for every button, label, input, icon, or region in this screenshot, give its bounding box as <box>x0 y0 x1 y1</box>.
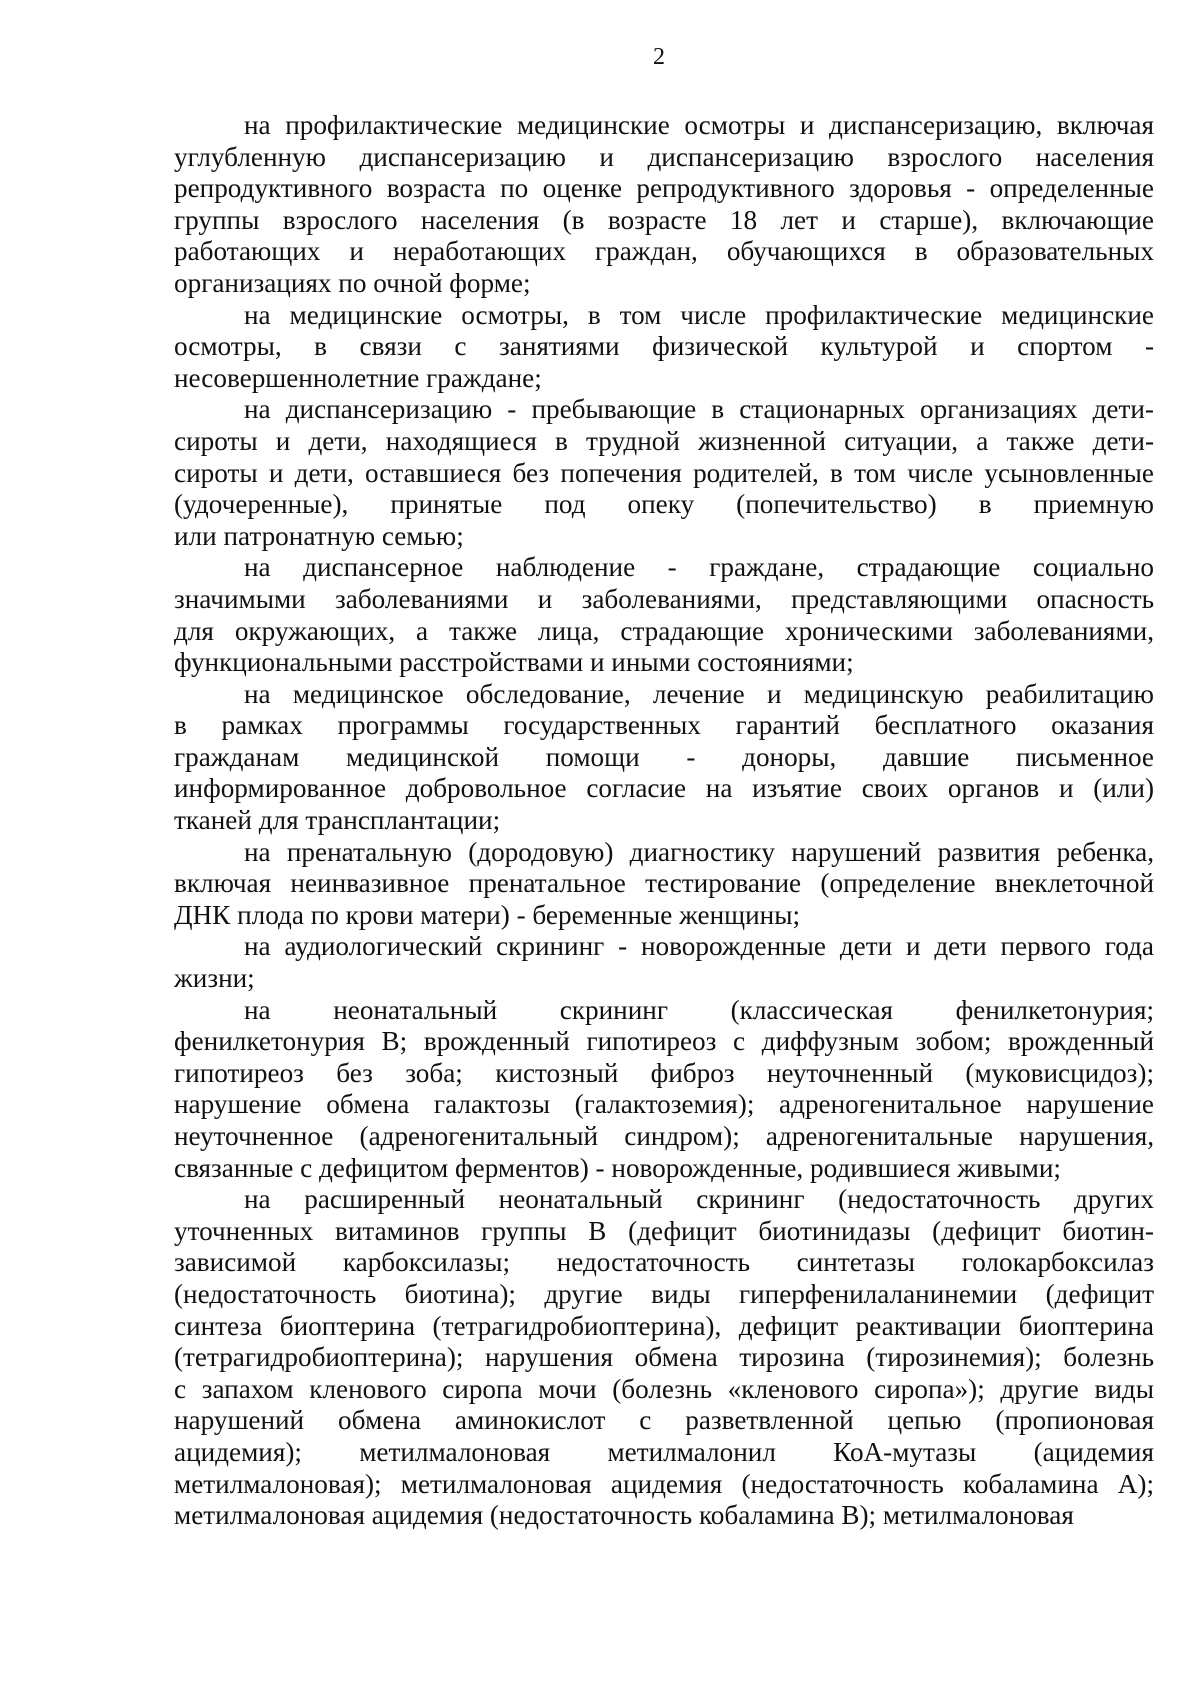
text-line: (удочеренные), принятые под опеку (попечительство) в приемную <box>174 489 1154 520</box>
text-line: фенилкетонурия В; врожденный гипотиреоз с диффузным зобом; врожденный <box>174 1026 1154 1057</box>
text-line: несовершеннолетние граждане; <box>174 362 542 393</box>
text-line: ДНК плода по крови матери) - беременные женщины; <box>174 899 801 930</box>
text-line: нарушений обмена аминокислот с разветвленной цепью (пропионовая <box>174 1405 1154 1436</box>
page-number: 2 <box>653 44 665 70</box>
text-line: организациях по очной форме; <box>174 267 531 298</box>
paragraph <box>174 837 1154 932</box>
text-line: гражданам медицинской помощи - доноры, давшие письменное <box>174 741 1154 772</box>
text-line: функциональными расстройствами и иными состояниями; <box>174 647 854 678</box>
text-line: ацидемия); метилмалоновая метилмалонил КоА-мутазы (ацидемия <box>174 1436 1154 1467</box>
text-line: зависимой карбоксилазы; недостаточность синтетазы голокарбоксилаз <box>174 1247 1154 1278</box>
text-line: тканей для трансплантации; <box>174 805 501 836</box>
text-line: или патронатную семью; <box>174 520 464 551</box>
paragraph <box>174 1184 1154 1532</box>
text-line: на медицинские осмотры, в том числе профилактические медицинские <box>244 299 1154 330</box>
text-line: на профилактические медицинские осмотры и диспансеризацию, включая <box>244 110 1154 140</box>
text-line: нарушение обмена галактозы (галактоземия); адреногенитальное нарушение <box>174 1089 1154 1120</box>
text-line: на диспансеризацию - пребывающие в стационарных организациях дети- <box>244 394 1154 425</box>
text-line: метилмалоновая); метилмалоновая ацидемия (недостаточность кобаламина А); <box>174 1468 1154 1499</box>
text-line: значимыми заболеваниями и заболеваниями, представляющими опасность <box>174 583 1154 614</box>
text-line: гипотиреоз без зоба; кистозный фиброз неуточненный (муковисцидоз); <box>174 1057 1154 1088</box>
text-line: информированное добровольное согласие на изъятие своих органов и (или) <box>174 773 1154 804</box>
text-line: метилмалоновая ацидемия (недостаточность кобаламина В); метилмалоновая <box>174 1500 1074 1531</box>
text-line: (тетрагидробиоптерина); нарушения обмена тирозина (тирозинемия); болезнь <box>174 1342 1154 1373</box>
text-line: сироты и дети, оставшиеся без попечения родителей, в том числе усыновленные <box>174 457 1154 488</box>
text-line: связанные с дефицитом ферментов) - новорожденные, родившиеся живыми; <box>174 1152 1061 1183</box>
text-line: в рамках программы государственных гарантий бесплатного оказания <box>174 710 1154 741</box>
text-line: включая неинвазивное пренатальное тестирование (определение внеклеточной <box>174 868 1154 899</box>
text-line: с запахом кленового сиропа мочи (болезнь «кленового сиропа»); другие виды <box>174 1373 1154 1404</box>
text-line: для окружающих, а также лица, страдающие хроническими заболеваниями, <box>174 615 1154 646</box>
paragraph <box>174 552 1154 678</box>
paragraph <box>174 394 1154 552</box>
text-line: на диспансерное наблюдение - граждане, страдающие социально <box>244 552 1154 583</box>
text-line: неуточненное (адреногенитальный синдром); адреногенитальные нарушения, <box>174 1121 1154 1151</box>
text-line: углубленную диспансеризацию и диспансеризацию взрослого населения <box>174 141 1154 172</box>
paragraph <box>174 931 1154 994</box>
document-body <box>174 110 1154 1532</box>
text-line: синтеза биоптерина (тетрагидробиоптерина), дефицит реактивации биоптерина <box>174 1310 1154 1341</box>
text-line: на расширенный неонатальный скрининг (недостаточность других <box>244 1184 1154 1215</box>
text-line: на неонатальный скрининг (классическая фенилкетонурия; <box>244 994 1154 1025</box>
text-line: жизни; <box>174 963 255 994</box>
paragraph <box>174 110 1154 300</box>
text-line: группы взрослого населения (в возрасте 18 лет и старше), включающие <box>174 204 1154 235</box>
text-line: уточненных витаминов группы В (дефицит биотинидазы (дефицит биотин- <box>174 1215 1154 1246</box>
text-line: (недостаточность биотина); другие виды гиперфенилаланинемии (дефицит <box>174 1278 1154 1309</box>
paragraph <box>174 300 1154 395</box>
paragraph <box>174 679 1154 837</box>
text-line: репродуктивного возраста по оценке репродуктивного здоровья - определенные <box>174 173 1154 204</box>
paragraph <box>174 995 1154 1185</box>
text-line: сироты и дети, находящиеся в трудной жизненной ситуации, а также дети- <box>174 425 1154 456</box>
text-line: на пренатальную (дородовую) диагностику нарушений развития ребенка, <box>244 836 1154 867</box>
text-line: на медицинское обследование, лечение и медицинскую реабилитацию <box>244 678 1154 709</box>
text-line: осмотры, в связи с занятиями физической культурой и спортом - <box>174 331 1154 362</box>
text-line: на аудиологический скрининг - новорожденные дети и дети первого года <box>244 931 1154 962</box>
text-line: работающих и неработающих граждан, обучающихся в образовательных <box>174 236 1154 267</box>
